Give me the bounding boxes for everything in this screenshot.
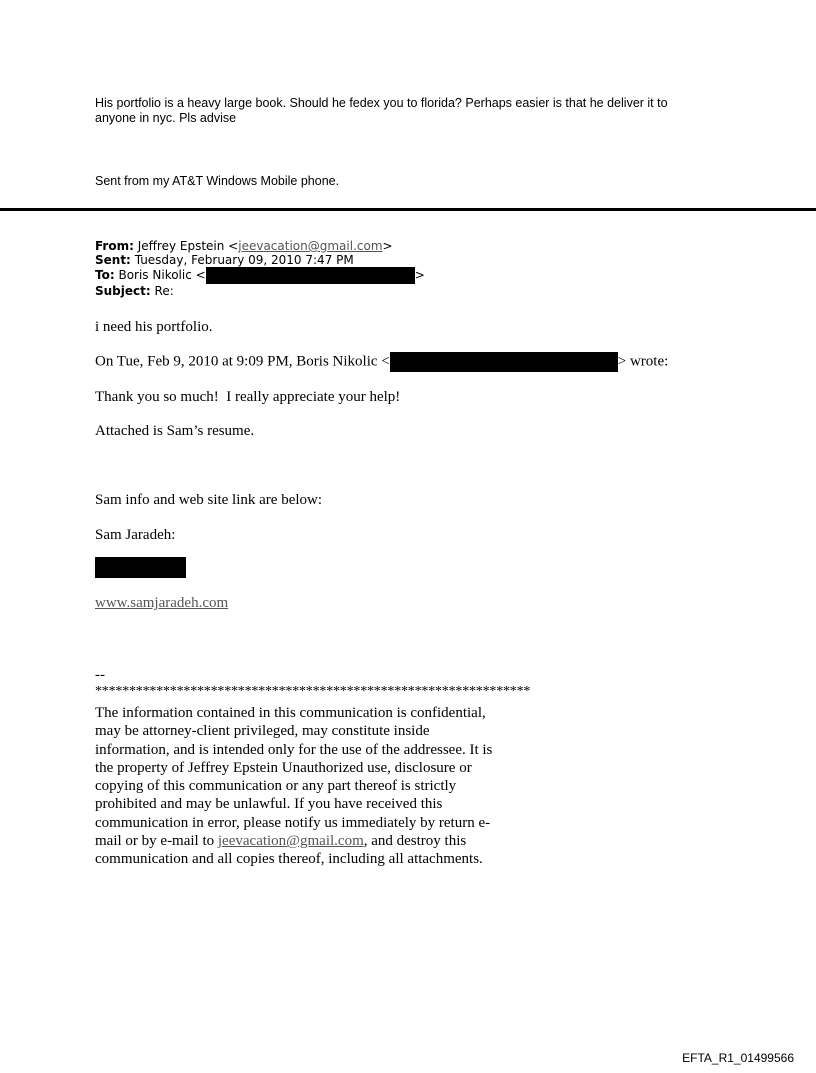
top-message-line-1: His portfolio is a heavy large book. Should he fedex you to florida? Perhaps easier is that he deliver it to [95,96,668,110]
signature-dashes: -- [95,667,105,683]
to-close: > [414,268,425,282]
redaction-to-email [206,267,415,284]
from-label: From: [95,239,134,253]
website-link[interactable]: www.samjaradeh.com [95,595,229,611]
notice-text: The information contained in this communication is confidential, may be attorney-client privileged, may constitute inside information, and is intended only for the use of the addressee. It is the property of Jeffrey Epstein Unauthorized use, disclosure or copying of this communication or any part thereof is strictly prohibited and may be unlawful. If you have received this communication in error, please notify us immediately by return e-mail or by e-mail to [95,705,493,850]
reply-text: i need his portfolio. [95,319,213,335]
to-value: Boris Nikolic < [118,268,206,282]
sent-value: Tuesday, February 09, 2010 7:47 PM [134,253,354,267]
name-text: Sam Jaradeh: [95,527,176,543]
thanks-text: Thank you so much! I really appreciate your help! [95,389,401,405]
to-row [95,267,425,284]
top-message-line-2: anyone in nyc. Pls advise [95,111,237,125]
signature-stars: **************************************************************** [95,684,531,699]
message-divider [0,208,816,211]
redaction-block [95,557,186,578]
from-close: > [382,239,393,253]
subject-row [95,284,425,298]
from-name: Jeffrey Epstein < [137,239,239,253]
from-row [95,239,425,253]
notice-email-link[interactable]: jeevacation@gmail.com [217,833,364,850]
sent-row [95,253,425,267]
quote-intro [95,352,668,372]
info-text: Sam info and web site link are below: [95,492,323,508]
email-headers [95,239,425,298]
subject-value: Re: [154,284,174,298]
redaction-sender-email [390,352,618,372]
to-label: To: [95,268,115,282]
document-id: EFTA_R1_01499566 [682,1051,794,1065]
subject-label: Subject: [95,284,151,298]
confidentiality-notice [95,704,495,869]
notice-text-end: , and destroy this communication and all copies thereof, including all attachments. [95,833,483,868]
mobile-signature: Sent from my AT&T Windows Mobile phone. [95,174,340,188]
sent-label: Sent: [95,253,131,267]
quote-intro-start: On Tue, Feb 9, 2010 at 9:09 PM, Boris Nikolic < [95,353,390,370]
quote-intro-end: > wrote: [617,353,669,370]
top-message [95,96,735,126]
website-row [95,594,228,612]
from-email-link[interactable]: jeevacation@gmail.com [238,239,383,253]
attached-text: Attached is Sam’s resume. [95,423,255,439]
